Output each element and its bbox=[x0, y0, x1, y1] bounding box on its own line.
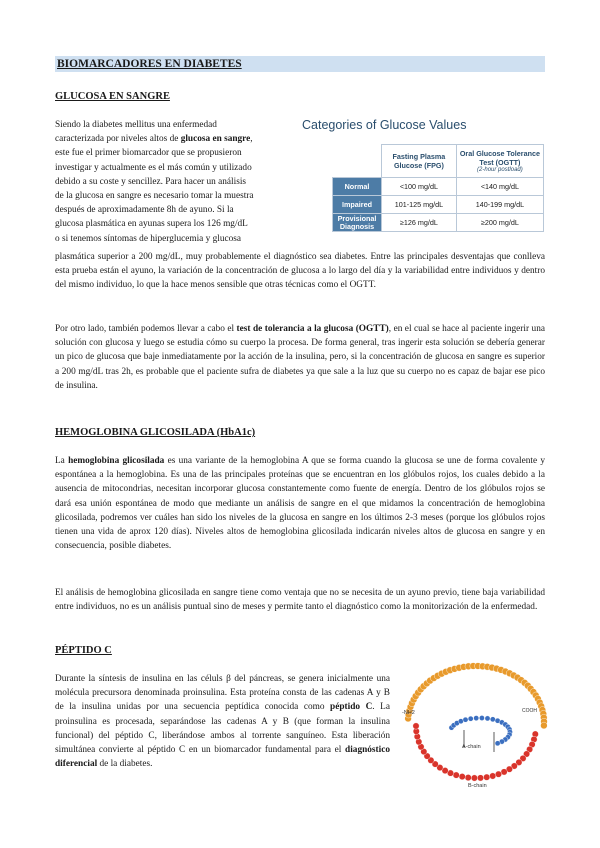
amino-acid-bead bbox=[479, 715, 484, 720]
hba1c-paragraph-2: El análisis de hemoglobina glicosilada en sangre tiene como ventaja que no se necesita de un ayuno previo, tiene baja variabilidad entre individuos, no es un análisis puntual sino de meses y permite tanto el diagnóstico como la monitorización de la enfermedad. bbox=[55, 588, 545, 613]
glucosa-paragraph-intro: Siendo la diabetes mellitus una enfermedad caracterizada por niveles altos de glucosa en sangre, este fue el primer biomarcador que se propusieron investigar y actualmente es el más común y utilizado debido a su coste y sencillez. Para hacer un análisis de la glucosa en sangre es necesario tomar la muestra después de aproximadamente 8h de ayuno. Si la glucosa plasmática en ayunas supera los 126 mg/dL o si tenemos síntomas de hiperglucemia y glucosa bbox=[55, 120, 254, 244]
amino-acid-bead bbox=[485, 716, 490, 721]
hba1c-paragraph-1: La hemoglobina glicosilada es una variante de la hemoglobina A que se forma cuando la glucosa se une de forma covalente y espontánea a la hemoglobina. Es una de las principales proteínas que se encuentran en los glóbulos rojos, los cuales debido a la ausencia de mitocondrias, necesitan incorporar glucosa constantemente como fuente de energía. Dentro de los glóbulos rojos se dará esa unión espontánea de modo que mediante un análisis de sangre en el que midamos la concentración de hemoglobina glicosilada, podremos ver cuáles han sido los niveles de la glucosa en sangre en los últimos 2-3 meses (porque los glóbulos rojos tienen una vida de aprox 120 días). Niveles altos de hemoglobina glicosilada indicarán niveles altos de glucosa en sangre y en consecuencia, posible diabetes. bbox=[55, 456, 545, 552]
amino-acid-bead bbox=[484, 774, 490, 780]
amino-acid-bead bbox=[495, 741, 500, 746]
amino-acid-bead bbox=[495, 771, 501, 777]
table-row: Impaired 101-125 mg/dL 140-199 mg/dL bbox=[333, 196, 544, 214]
amino-acid-bead bbox=[471, 775, 477, 781]
amino-acid-bead bbox=[465, 774, 471, 780]
glucose-categories-figure bbox=[302, 118, 547, 240]
c-peptide-label: C-peptide bbox=[464, 680, 491, 686]
amino-acid-bead bbox=[468, 716, 473, 721]
peptido-paragraph: Durante la síntesis de insulina en las céluls β del páncreas, se genera inicialmente una molécula precursora denominada proinsulina. Esta proteína consta de las cadenas A y B de la insulina unidas por una secuencia peptídica conocida como péptido C. La proinsulina es procesada, separándose las cadenas A y B (que forman la insulina funcional) del péptido C, liberándose ambos al torrente sanguíneo. Esta liberación simultánea convierte al péptido C en un biomarcador fundamental para el diagnóstico diferencial de la diabetes. bbox=[55, 674, 390, 770]
a-chain-label: A-chain bbox=[462, 744, 481, 750]
b-chain-label: B-chain bbox=[468, 783, 487, 789]
heading-glucosa: GLUCOSA EN SANGRE bbox=[55, 91, 170, 102]
ogtt-header: Oral Glucose Tolerance Test (OGTT) (2-hour postload) bbox=[456, 145, 543, 178]
amino-acid-bead bbox=[463, 717, 468, 722]
document-title: BIOMARCADORES EN DIABETES bbox=[55, 56, 545, 72]
a-chain bbox=[449, 715, 513, 746]
amino-acid-bead bbox=[490, 773, 496, 779]
amino-acid-bead bbox=[474, 716, 479, 721]
proinsulin-figure bbox=[402, 660, 550, 790]
amino-acid-bead bbox=[541, 722, 548, 729]
heading-peptido-c: PÉPTIDO C bbox=[55, 645, 112, 656]
amino-acid-bead bbox=[490, 717, 495, 722]
cooh-label: COOH bbox=[522, 708, 537, 714]
amino-acid-bead bbox=[453, 772, 459, 778]
nh2-label: -NH2 bbox=[402, 710, 415, 716]
heading-hba1c: HEMOGLOBINA GLICOSILADA (HbA1c) bbox=[55, 427, 256, 438]
table-row: Normal <100 mg/dL <140 mg/dL bbox=[333, 178, 544, 196]
ogtt-paragraph: Por otro lado, también podemos llevar a cabo el test de tolerancia a la glucosa (OGTT), en el cual se hace al paciente ingerir una solución con glucosa y luego se estudia cómo su cuerpo la procesa. De forma general, tras ingerir esta solución se debería generar un pico de glucosa que baje inmediatamente por la acción de la insulina, pero, si la concentración de glucosa en sangre es superior a 200 mg/dL tras 2h, es probable que el paciente sufra de diabetes ya que sale a la luz que su cuerpo no es capaz de bajar ese pico de insulina. bbox=[55, 324, 545, 391]
glucose-figure-title: Categories of Glucose Values bbox=[302, 118, 467, 132]
proinsulin-diagram bbox=[402, 660, 550, 790]
glucose-categories-table bbox=[332, 144, 544, 232]
amino-acid-bead bbox=[477, 775, 483, 781]
amino-acid-bead bbox=[459, 773, 465, 779]
amino-acid-bead bbox=[413, 723, 419, 729]
glucosa-paragraph-continued: plasmática superior a 200 mg/dL, muy probablemente el diagnóstico sea diabetes. Entre las principales desventajas que conlleva esta prueba están el ayuno, la variación de la concentración de glucosa a lo largo del día y la variabilidad entre individuos y dentro del mismo individuo, lo que la hace menos sensible que otras técnicas como el OGTT. bbox=[55, 252, 545, 291]
fpg-header: Fasting Plasma Glucose (FPG) bbox=[382, 145, 457, 178]
b-chain bbox=[413, 723, 539, 781]
table-row: Provisional Diagnosis ≥126 mg/dL ≥200 mg/dL bbox=[333, 214, 544, 232]
